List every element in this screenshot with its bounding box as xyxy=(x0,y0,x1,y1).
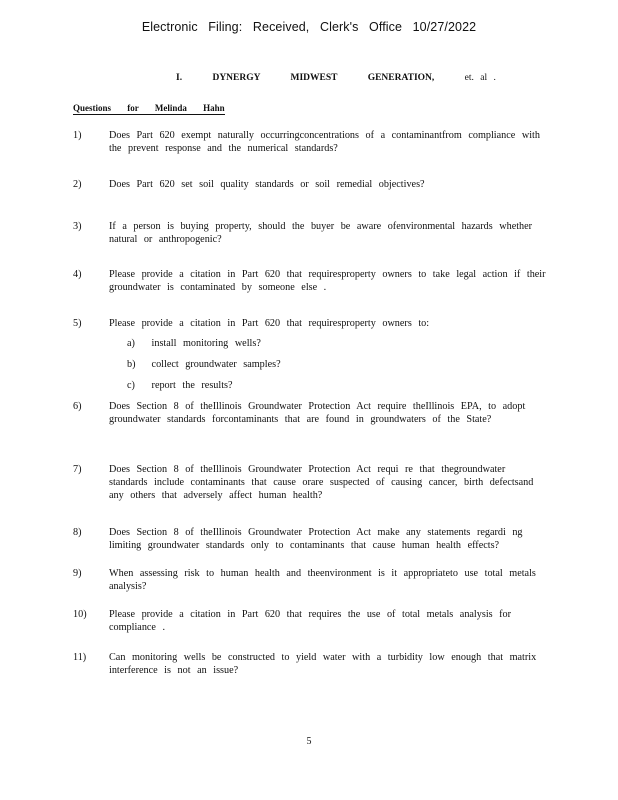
question-text: Does Part 620 exempt naturally occurringconcentrations of a contaminantfrom compliance with the prevent response and the numerical standards? xyxy=(109,130,540,154)
filing-stamp: Electronic Filing: Received, Clerk's Office 10/27/2022 xyxy=(141,20,477,34)
question-text: Does Section 8 of theIllinois Groundwater Protection Act require theIllinois EPA, to adopt groundwater standards forcontaminants that are found in groundwaters of the State? xyxy=(109,401,526,425)
question-number: 10) xyxy=(73,609,87,620)
case-title-etal: et. al . xyxy=(464,73,496,83)
sub-item-letter: a) xyxy=(127,338,135,349)
question-text: Please provide a citation in Part 620 that requires the use of total metals analysis for compliance . xyxy=(109,609,512,633)
sub-item-letter: b) xyxy=(127,359,136,370)
sub-item-text: collect groundwater samples? xyxy=(151,359,281,370)
question-number: 9) xyxy=(73,568,82,579)
sub-item-text: install monitoring wells? xyxy=(151,338,261,349)
question-text: Does Part 620 set soil quality standards or soil remedial objectives? xyxy=(109,179,425,190)
sub-item-letter: c) xyxy=(127,380,135,391)
question-text: Does Section 8 of theIllinois Groundwater Protection Act make any statements regardi ng limiting groundwater standards only to contaminants that cause human health effects? xyxy=(109,527,523,551)
question-number: 1) xyxy=(73,130,82,141)
section-heading: Questions for Melinda Hahn xyxy=(73,103,225,113)
sub-item xyxy=(127,380,233,391)
question-text: Can monitoring wells be constructed to yield water with a turbidity low enough that matrix interference is not an issue? xyxy=(109,652,537,676)
question-number: 8) xyxy=(73,527,82,538)
question-text: If a person is buying property, should the buyer be aware ofenvironmental hazards whether natural or anthropogenic? xyxy=(109,221,533,245)
page-number: 5 xyxy=(306,736,312,747)
case-title xyxy=(176,73,496,83)
question-text: Please provide a citation in Part 620 that requiresproperty owners to: xyxy=(109,318,430,329)
question-number: 11) xyxy=(73,652,87,663)
question-number: 5) xyxy=(73,318,82,329)
sub-item-text: report the results? xyxy=(151,380,233,391)
sub-item xyxy=(127,359,281,370)
question-number: 3) xyxy=(73,221,82,232)
case-title-roman: I. xyxy=(176,73,183,83)
question-text: When assessing risk to human health and theenvironment is it appropriateto use total metals analysis? xyxy=(109,568,536,592)
case-title-name: DYNERGY MIDWEST GENERATION, xyxy=(212,73,435,83)
question-number: 6) xyxy=(73,401,82,412)
question-number: 2) xyxy=(73,179,82,190)
sub-item xyxy=(127,338,261,349)
question-number: 7) xyxy=(73,464,82,475)
question-text: Does Section 8 of theIllinois Groundwater Protection Act requi re that thegroundwater standards include contaminants that cause orare suspected of causing cancer, birth defectsand any others that adversely affect human health? xyxy=(109,464,534,501)
question-text: Please provide a citation in Part 620 that requiresproperty owners to take legal action if their groundwater is contaminated by someone else . xyxy=(109,269,546,293)
question-number: 4) xyxy=(73,269,82,280)
